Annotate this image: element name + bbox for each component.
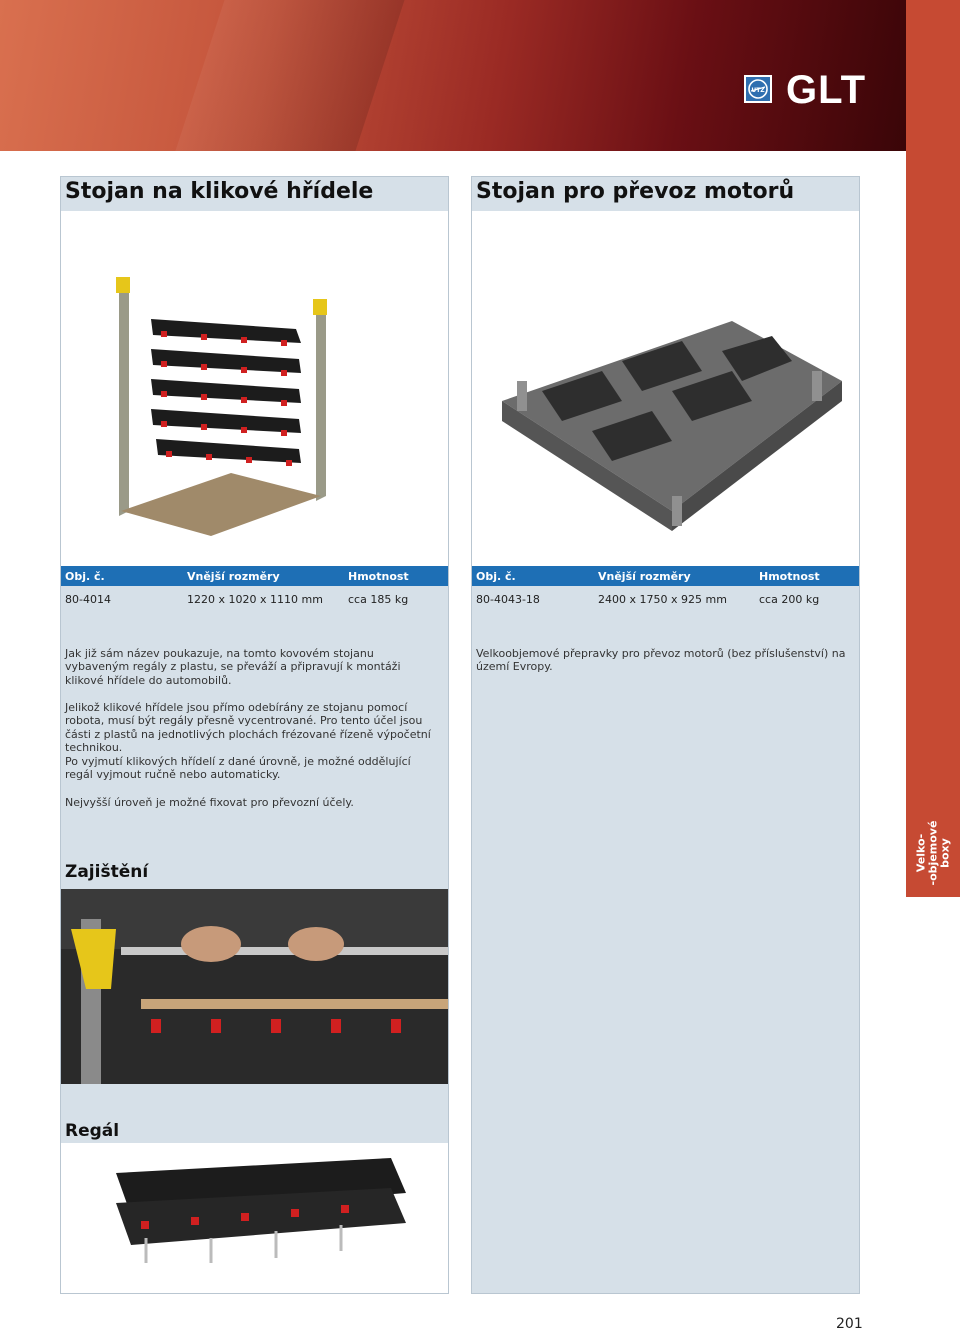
title-strip: [472, 177, 859, 211]
product-title: Stojan pro převoz motorů: [476, 179, 795, 204]
dimensions-value: 2400 x 1750 x 925 mm: [598, 593, 727, 606]
spec-table-header: [61, 566, 448, 586]
crankshaft-rack-image: [61, 211, 448, 566]
brand-title: GLT: [786, 68, 867, 112]
col-weight: Hmotnost: [348, 570, 409, 583]
utz-logo-icon: [744, 75, 772, 103]
securing-photo: [61, 889, 448, 1084]
col-dimensions: Vnější rozměry: [187, 570, 280, 583]
logo-badge-text: UTZ: [751, 87, 765, 94]
col-weight: Hmotnost: [759, 570, 820, 583]
col-order-number: Obj. č.: [65, 570, 105, 583]
col-dimensions: Vnější rozměry: [598, 570, 691, 583]
description-paragraph-2: Jelikož klikové hřídele jsou přímo odebírány ze stojanu pomocí robota, musí být regály přesně vycentrované. Pro tento účel jsou části z plastů na jednotlivých plochách frézované řízeně výpočetní technikou.: [65, 701, 431, 755]
product-title: Stojan na klikové hřídele: [65, 179, 374, 204]
section-title-shelf: Regál: [65, 1121, 120, 1141]
section-sidebar: [906, 0, 960, 897]
description-paragraph-1: Jak již sám název poukazuje, na tomto kovovém stojanu vybaveným regály z plastu, se převáží a připravují k montáži klikové hřídele do automobilů.: [65, 647, 401, 687]
side-category-tab[interactable]: [906, 808, 960, 897]
weight-value: cca 200 kg: [759, 593, 820, 606]
engine-rack-image: [472, 211, 859, 566]
order-number-value: 80-4043-18: [476, 593, 540, 606]
order-number-value: 80-4014: [65, 593, 111, 606]
page-number: 201: [836, 1316, 863, 1332]
section-title-securing: Zajištění: [65, 862, 149, 882]
weight-value: cca 185 kg: [348, 593, 409, 606]
description-paragraph-4: Nejvyšší úroveň je možné fixovat pro převozní účely.: [65, 796, 354, 809]
dimensions-value: 1220 x 1020 x 1110 mm: [187, 593, 323, 606]
spec-table-row: [472, 586, 859, 612]
description-paragraph: Velkoobjemové přepravky pro převoz motorů (bez příslušenství) na území Evropy.: [476, 647, 846, 674]
spec-table-header: [472, 566, 859, 586]
description-paragraph-3: Po vyjmutí klikových hřídelí z dané úrovně, je možné oddělující regál vyjmout ručně nebo automaticky.: [65, 755, 411, 782]
shelf-photo: [61, 1143, 448, 1293]
product-panel-engine: [471, 176, 860, 1294]
title-strip: [61, 177, 448, 211]
side-category-label: Velko- -objemové boxy: [914, 820, 952, 885]
spec-table-row: [61, 586, 448, 612]
product-panel-crankshaft: [60, 176, 449, 1294]
col-order-number: Obj. č.: [476, 570, 516, 583]
